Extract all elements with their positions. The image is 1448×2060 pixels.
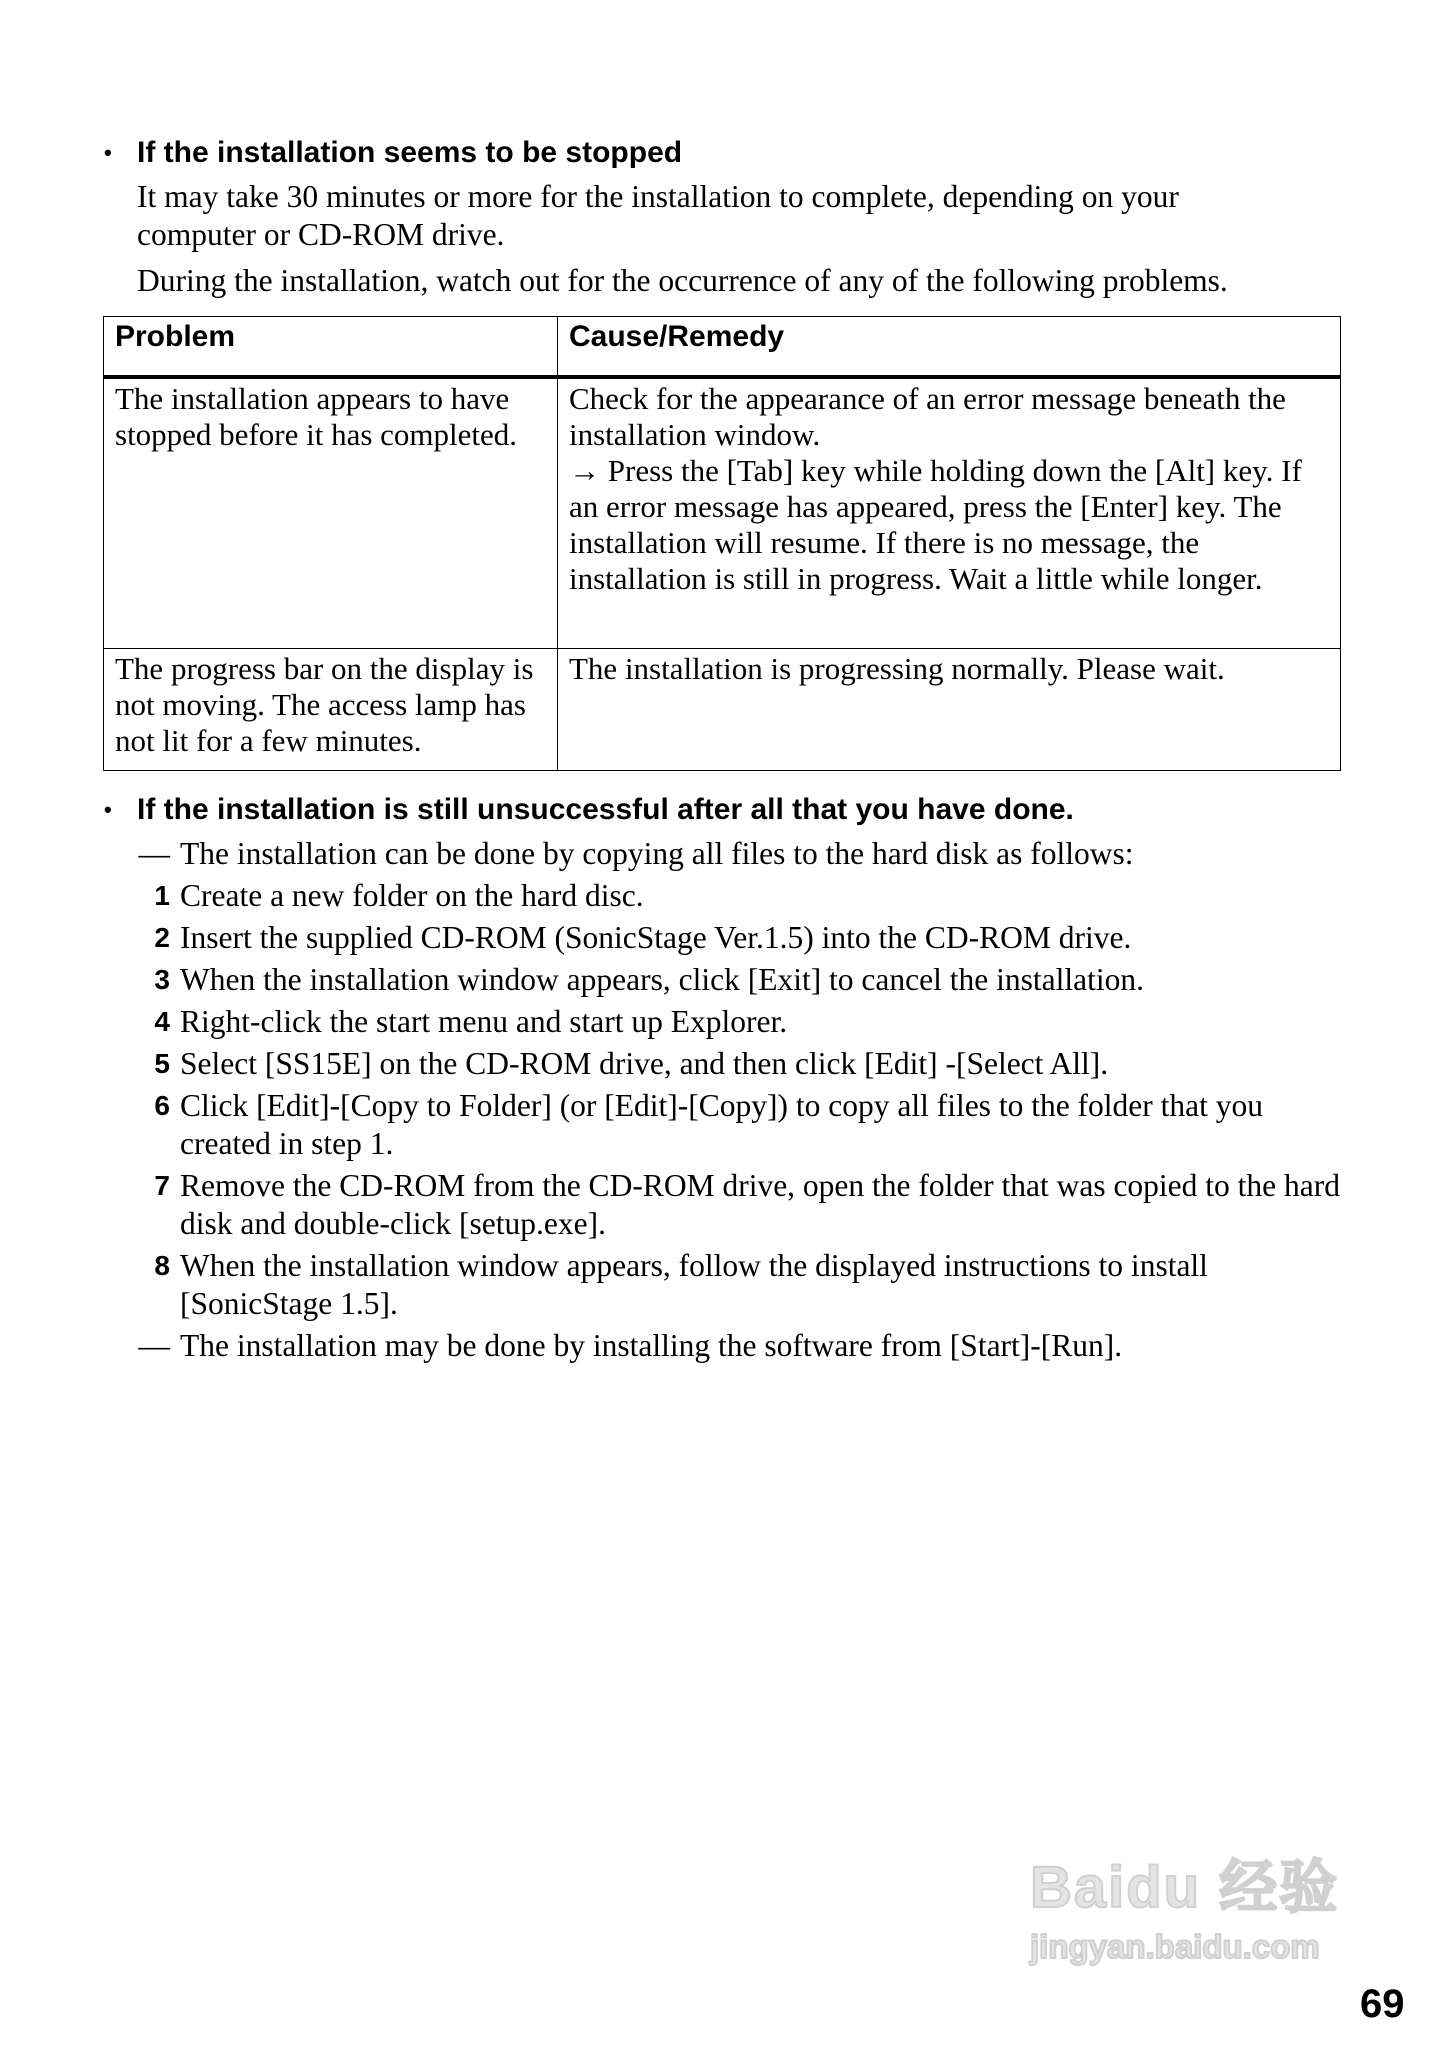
watermark-url: jingyan.baidu.com [1030,1928,1320,1965]
step-item [125,1247,1345,1323]
baidu-watermark-logo [1030,1840,1339,1966]
intro-paragraph-2: During the installation, watch out for the occurrence of any of the following problems. [137,263,1228,298]
remedy-cell: The installation is progressing normally. Please wait. [558,648,1341,770]
remedy-cell [558,377,1341,648]
step-item [125,919,1345,957]
page-number: 69 [1360,1982,1405,2026]
step-number: 5 [154,1048,170,1079]
step-item [125,877,1345,915]
step-text: Select [SS15E] on the CD-ROM drive, and then click [Edit] -[Select All]. [180,1046,1109,1081]
steps-list [125,835,1345,1369]
remedy-text: Check for the appearance of an error message beneath the installation window. [569,381,1286,452]
dash: — [138,1328,170,1363]
section-heading: If the installation seems to be stopped [137,136,683,169]
bullet: • [104,797,112,822]
column-header-problem: Problem [104,317,558,378]
step-text: Remove the CD-ROM from the CD-ROM drive, open the folder that was copied to the hard disk and double-click [setup.exe]. [180,1168,1340,1241]
step-text: Click [Edit]-[Copy to Folder] (or [Edit]-[Copy]) to copy all files to the folder that you created in step 1. [180,1088,1263,1161]
step-text: When the installation window appears, click [Exit] to cancel the installation. [180,962,1144,997]
step-item [125,1045,1345,1083]
step-item [125,1087,1345,1163]
problem-cell: The progress bar on the display is not moving. The access lamp has not lit for a few minutes. [104,648,558,770]
dash-text: The installation can be done by copying all files to the hard disk as follows: [180,836,1134,871]
section-heading-2: If the installation is still unsuccessful after all that you have done. [137,793,1074,826]
step-item [125,1003,1345,1041]
column-header-remedy: Cause/Remedy [558,317,1341,378]
step-text: Right-click the start menu and start up Explorer. [180,1004,788,1039]
table-row [104,648,1341,770]
step-item [125,1167,1345,1243]
watermark-brand: Baidu 经验 [1030,1855,1340,1920]
step-number: 7 [154,1170,170,1201]
step-number: 6 [154,1090,170,1121]
dash-item [125,1327,1345,1365]
step-number: 1 [154,880,170,911]
step-number: 4 [154,1006,170,1037]
troubleshooting-table [103,316,1341,771]
remedy-step [569,453,1330,597]
bullet: • [104,140,112,165]
intro-paragraph [137,178,1179,254]
table-header-row [104,317,1341,378]
step-item [125,961,1345,999]
step-number: 2 [154,922,170,953]
step-text: When the installation window appears, follow the displayed instructions to install [SonicStage 1.5]. [180,1248,1208,1321]
arrow-icon: → [569,453,600,488]
dash-text: The installation may be done by installing the software from [Start]-[Run]. [180,1328,1123,1363]
text-line: computer or CD-ROM drive. [137,217,505,252]
dash: — [138,836,170,871]
remedy-step-text: Press the [Tab] key while holding down the [Alt] key. If an error message has appeared, press the [Enter] key. The installation will resume. If there is no message, the installation is still in progress. Wait a little while longer. [569,453,1302,596]
table-row [104,377,1341,648]
step-number: 8 [154,1250,170,1281]
step-text: Insert the supplied CD-ROM (SonicStage Ver.1.5) into the CD-ROM drive. [180,920,1132,955]
problem-cell: The installation appears to have stopped before it has completed. [104,377,558,648]
step-text: Create a new folder on the hard disc. [180,878,644,913]
step-number: 3 [154,964,170,995]
dash-item [125,835,1345,873]
text-line: It may take 30 minutes or more for the installation to complete, depending on your [137,179,1179,214]
